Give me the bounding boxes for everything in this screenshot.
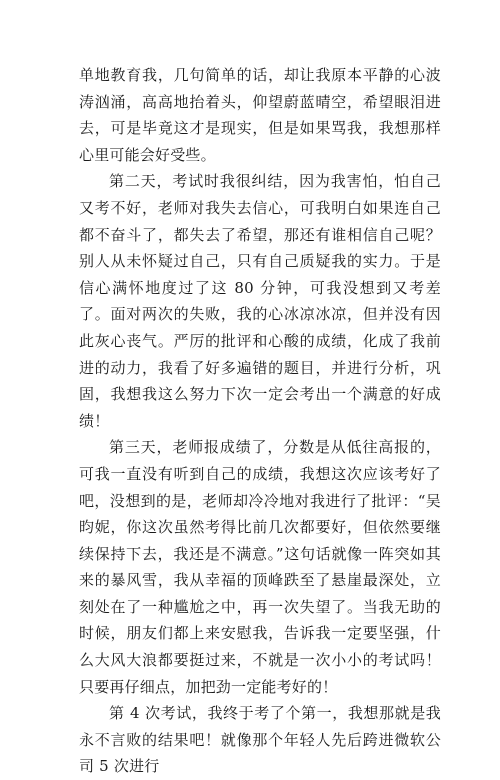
paragraph-1: 单地教育我，几句简单的话，却让我原本平静的心波涛汹涌，高高地抬着头，仰望蔚蓝晴空，希望眼泪进去，可是毕竟这才是现实，但是如果骂我，我想那样心里可能会好受些。 <box>79 66 441 164</box>
paragraph-2: 第二天，考试时我很纠结，因为我害怕，怕自己又考不好，老师对我失去信心，可我明白如果连自己都不奋斗了，都失去了希望，那还有谁相信自己呢？别人从未怀疑过自己，只有自己质疑我的实力。于是信心满怀地度过了这 80 分钟，可我没想到又考差了。面对两次的失败，我的心冰凉冰凉，但并没有因此灰心丧气。严厉的批评和心酸的成绩，化成了我前进的动力，我看了好多遍错的题目，并进行分析，巩固，我想我这么努力下次一定会考出一个满意的好成绩！ <box>79 172 441 430</box>
paragraph-4: 第 4 次考试，我终于考了个第一，我想那就是我永不言败的结果吧！就像那个年轻人先后跨进微软公司 5 次进行 <box>79 704 441 776</box>
paragraph-3: 第三天，老师报成绩了，分数是从低往高报的，可我一直没有听到自己的成绩，我想这次应该考好了吧，没想到的是，老师却冷冷地对我进行了批评：“吴昀妮，你这次虽然考得比前几次都要好，但依然要继续保持下去，我还是不满意。”这句话就像一阵突如其来的暴风雪，我从幸福的顶峰跌至了悬崖最深处，立刻处在了一种尴尬之中，再一次失望了。当我无助的时候，朋友们都上来安慰我，告诉我一定要坚强，什么大风大浪都要挺过来，不就是一次小小的考试吗！只要再仔细点，加把劲一定能考好的！ <box>79 438 441 696</box>
article-body <box>79 62 441 780</box>
